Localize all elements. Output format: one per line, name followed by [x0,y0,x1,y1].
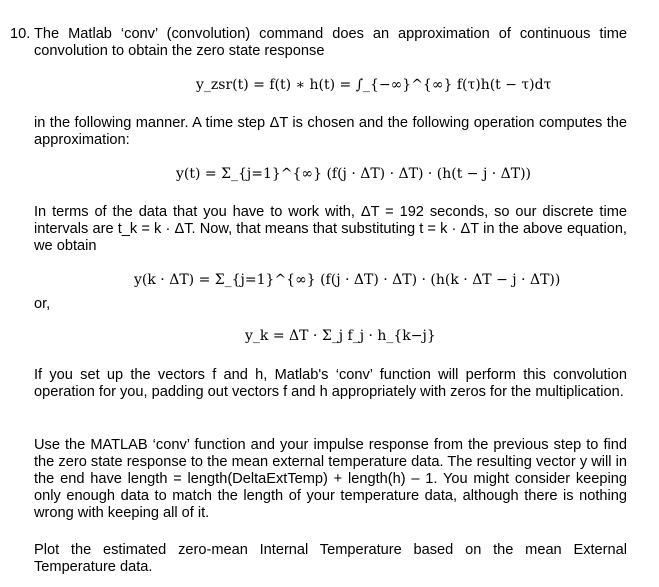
or-label: or, [34,296,51,312]
intro-paragraph: The Matlab ‘conv’ (convolution) command does an approximation of continuous time convolution to obtain the zero state response [34,26,627,59]
data-paragraph: In terms of the data that you have to work with, ΔT = 192 seconds, so our discrete time intervals are t_k = k · ΔT. Now, that means that substituting t = k · ΔT in the above equation, we obtain [34,204,627,254]
equation-convolution-sum: y_k = ΔT · Σ_j f_j · h_{k−j} [245,328,436,344]
equation-discrete: y(k · ΔT) = Σ_{j=1}^{∞} (f(j · ΔT) · ΔT) · (h(k · ΔT − j · ΔT)) [134,272,561,288]
equation-zero-state-response: y_zsr(t) = f(t) ∗ h(t) = ∫_{−∞}^{∞} f(τ)h(t − τ)dτ [196,77,552,93]
matlab-instructions-paragraph: Use the MATLAB ‘conv’ function and your impulse response from the previous step to find the zero state response to the mean external temperature data. The resulting vector y will in the end have length = length(DeltaExtTemp) + length(h) – 1. You might consider keeping only enough data to match the length of your temperature data, although there is nothing wrong with keeping all of it. [34,437,627,521]
vectors-paragraph: If you set up the vectors f and h, Matlab's ‘conv’ function will perform this convolution operation for you, padding out vectors f and h appropriately with zeros for the multiplication. [34,367,627,400]
equation-approximation: y(t) = Σ_{j=1}^{∞} (f(j · ΔT) · ΔT) · (h(t − j · ΔT)) [176,166,532,182]
approximation-paragraph: in the following manner. A time step ΔT is chosen and the following operation computes the approximation: [34,115,627,148]
problem-number: 10. [10,26,31,42]
plot-instruction-paragraph: Plot the estimated zero-mean Internal Temperature based on the mean External Temperature data. [34,542,627,575]
